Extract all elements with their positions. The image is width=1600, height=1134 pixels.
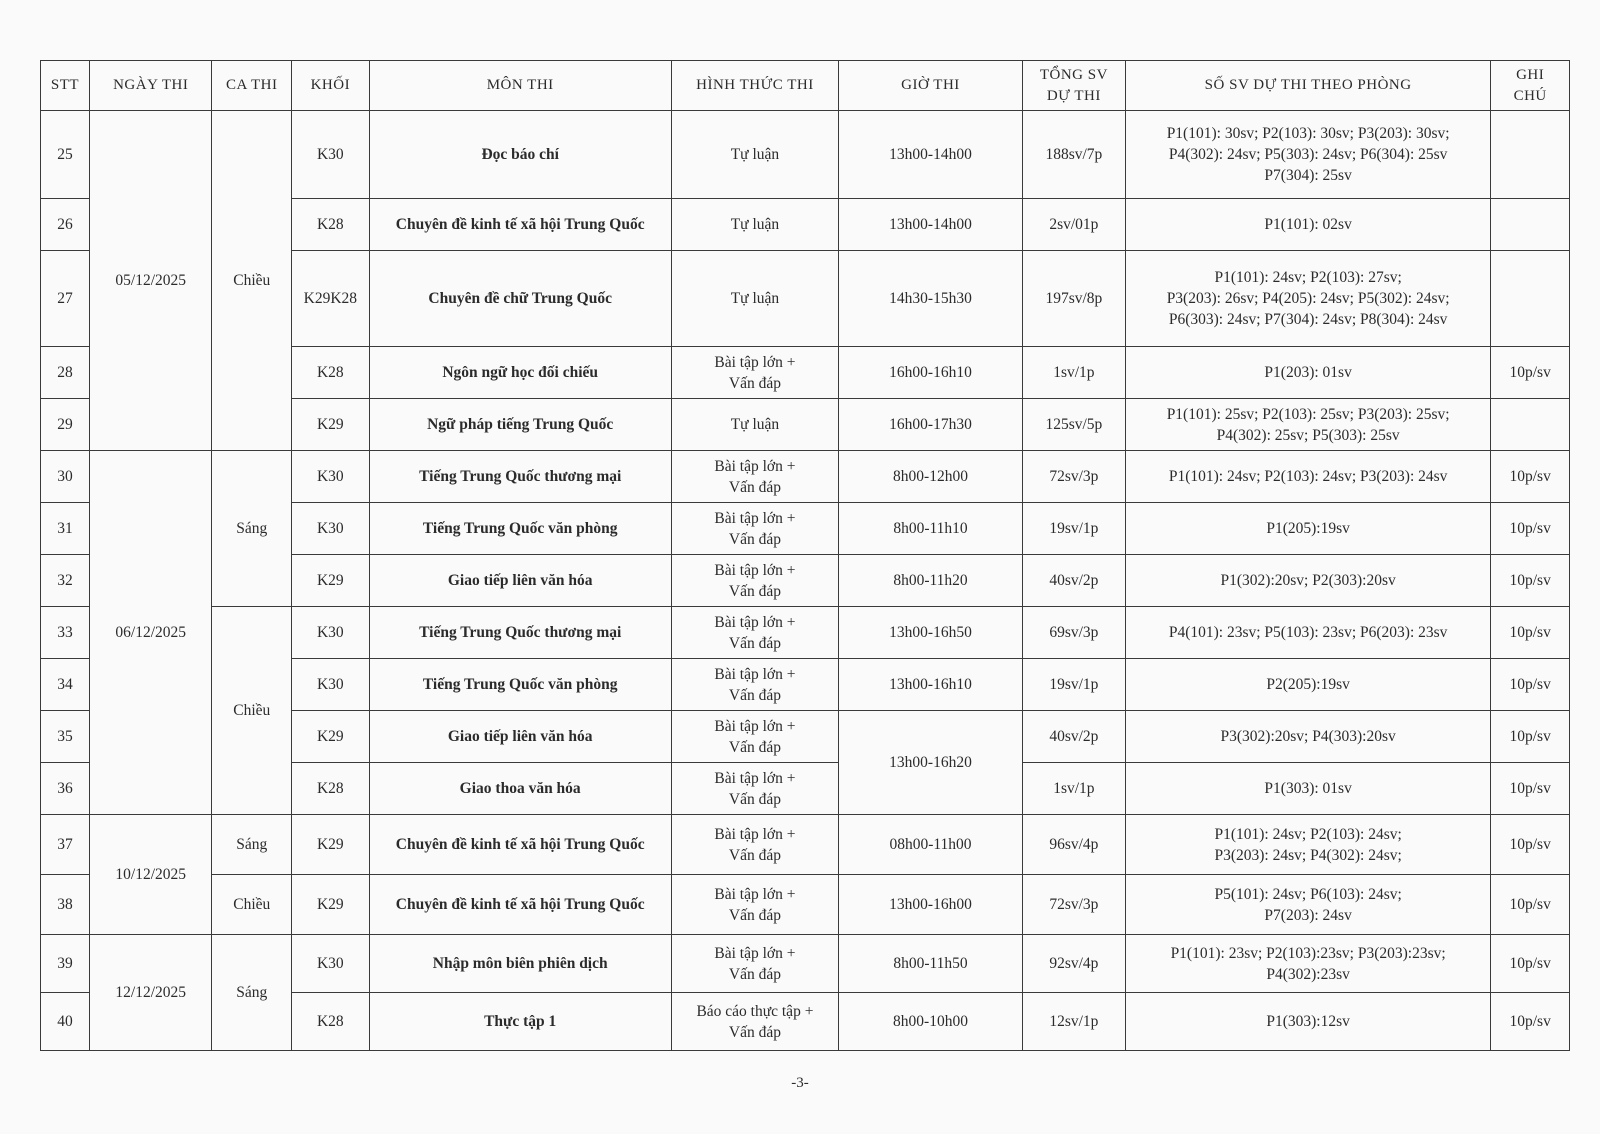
room-allocation-line: P1(101): 25sv; P2(103): 25sv; P3(203): 25sv; [1166,405,1450,423]
cell-total-students: 96sv/4p [1022,815,1125,875]
cell-exam-format [671,659,838,711]
cell-note [1491,251,1570,347]
cell-khoi: K30 [292,607,370,659]
cell-exam-time: 8h00-11h10 [839,503,1023,555]
cell-note: 10p/sv [1491,555,1570,607]
room-allocation-line: P1(203): 01sv [1264,364,1352,381]
exam-format-line: Vấn đáp [728,790,781,808]
cell-exam-shift: Chiều [212,875,292,935]
cell-students-by-room [1125,763,1490,815]
cell-note: 10p/sv [1491,659,1570,711]
cell-note: 10p/sv [1491,347,1570,399]
header-ghi-chu: GHI CHÚ [1491,61,1570,111]
exam-format-line: Bài tập lớn + [714,665,796,683]
cell-students-by-room [1125,815,1490,875]
room-allocation-line: P1(101): 30sv; P2(103): 30sv; P3(203): 30sv; [1166,125,1450,142]
cell-total-students: 2sv/01p [1022,199,1125,251]
cell-exam-date: 05/12/2025 [89,111,211,451]
cell-exam-time: 13h00-16h10 [839,659,1023,711]
cell-exam-shift: Chiều [212,111,292,451]
cell-subject: Ngữ pháp tiếng Trung Quốc [369,399,671,451]
cell-students-by-room [1125,935,1490,993]
cell-note: 10p/sv [1491,993,1570,1051]
cell-khoi: K30 [292,503,370,555]
cell-subject: Chuyên đề kinh tế xã hội Trung Quốc [369,199,671,251]
cell-note: 10p/sv [1491,451,1570,503]
cell-exam-format [671,815,838,875]
cell-stt: 31 [41,503,90,555]
exam-format-line: Vấn đáp [728,634,781,652]
cell-students-by-room [1125,399,1490,451]
exam-format-line: Báo cáo thực tập + [696,1002,814,1020]
table-row [41,451,1570,503]
cell-exam-shift: Sáng [212,451,292,607]
cell-total-students: 19sv/1p [1022,503,1125,555]
cell-exam-time: 13h00-14h00 [839,111,1023,199]
cell-total-students: 72sv/3p [1022,875,1125,935]
cell-exam-format [671,199,838,251]
room-allocation-line: P4(302):23sv [1266,965,1350,983]
cell-exam-time: 13h00-16h50 [839,607,1023,659]
header-mon-thi: MÔN THI [369,61,671,111]
cell-total-students: 125sv/5p [1022,399,1125,451]
cell-note [1491,199,1570,251]
exam-format-line: Bài tập lớn + [714,509,796,527]
cell-exam-time: 13h00-16h00 [839,875,1023,935]
header-hinh-thuc-thi: HÌNH THỨC THI [671,61,838,111]
cell-stt: 38 [41,875,90,935]
exam-format-line: Bài tập lớn + [714,457,796,475]
cell-stt: 27 [41,251,90,347]
cell-exam-format [671,993,838,1051]
cell-exam-shift: Chiều [212,607,292,815]
header-ca-thi: CA THI [212,61,292,111]
exam-format-line: Vấn đáp [728,738,781,756]
cell-exam-format [671,555,838,607]
cell-khoi: K29 [292,875,370,935]
cell-stt: 37 [41,815,90,875]
cell-total-students: 1sv/1p [1022,763,1125,815]
cell-stt: 35 [41,711,90,763]
cell-exam-format [671,251,838,347]
cell-note [1491,111,1570,199]
room-allocation-line: P6(303): 24sv; P7(304): 24sv; P8(304): 24sv [1168,311,1448,328]
cell-students-by-room [1125,875,1490,935]
exam-format-line: Bài tập lớn + [714,825,796,843]
exam-format-line: Bài tập lớn + [714,885,796,903]
cell-exam-time: 08h00-11h00 [839,815,1023,875]
cell-students-by-room [1125,251,1490,347]
cell-subject: Tiếng Trung Quốc văn phòng [369,503,671,555]
room-allocation-line: P3(302):20sv; P4(303):20sv [1220,728,1396,745]
cell-khoi: K28 [292,347,370,399]
exam-format-line: Vấn đáp [728,1023,781,1041]
table-row [41,607,1570,659]
cell-exam-format [671,111,838,199]
cell-khoi: K29K28 [292,251,370,347]
header-row [41,61,1570,111]
cell-exam-format [671,503,838,555]
cell-exam-time: 8h00-11h50 [839,935,1023,993]
cell-khoi: K28 [292,199,370,251]
cell-subject: Tiếng Trung Quốc thương mại [369,607,671,659]
cell-subject: Ngôn ngữ học đối chiếu [369,347,671,399]
room-allocation-line: P1(302):20sv; P2(303):20sv [1220,572,1396,589]
cell-students-by-room [1125,199,1490,251]
cell-khoi: K30 [292,451,370,503]
cell-total-students: 1sv/1p [1022,347,1125,399]
cell-subject: Tiếng Trung Quốc thương mại [369,451,671,503]
cell-exam-format [671,451,838,503]
header-khoi: KHỐI [292,61,370,111]
table-row [41,935,1570,993]
room-allocation-line: P4(101): 23sv; P5(103): 23sv; P6(203): 23sv [1168,624,1448,641]
exam-format-line: Vấn đáp [728,686,781,704]
room-allocation-line: P1(101): 24sv; P2(103): 27sv; [1214,269,1402,286]
cell-stt: 33 [41,607,90,659]
cell-stt: 40 [41,993,90,1051]
exam-format-line: Vấn đáp [728,530,781,548]
cell-khoi: K28 [292,993,370,1051]
cell-khoi: K30 [292,935,370,993]
cell-students-by-room [1125,555,1490,607]
schedule-body [41,111,1570,1051]
cell-subject: Giao thoa văn hóa [369,763,671,815]
cell-students-by-room [1125,711,1490,763]
cell-students-by-room [1125,503,1490,555]
room-allocation-line: P7(304): 25sv [1264,167,1352,184]
room-allocation-line: P4(302): 25sv; P5(303): 25sv [1216,426,1400,444]
room-allocation-line: P1(101): 24sv; P2(103): 24sv; [1214,825,1402,843]
cell-exam-time: 8h00-11h20 [839,555,1023,607]
cell-khoi: K29 [292,555,370,607]
cell-stt: 34 [41,659,90,711]
cell-note: 10p/sv [1491,935,1570,993]
exam-format-line: Vấn đáp [728,582,781,600]
room-allocation-line: P3(203): 26sv; P4(205): 24sv; P5(302): 24sv; [1166,290,1450,307]
room-allocation-line: P1(101): 23sv; P2(103):23sv; P3(203):23sv; [1170,944,1446,962]
cell-subject: Chuyên đề kinh tế xã hội Trung Quốc [369,815,671,875]
cell-students-by-room [1125,451,1490,503]
cell-stt: 36 [41,763,90,815]
table-row [41,815,1570,875]
exam-format-line: Bài tập lớn + [714,613,796,631]
header-ngay-thi: NGÀY THI [89,61,211,111]
cell-khoi: K29 [292,815,370,875]
cell-stt: 32 [41,555,90,607]
room-allocation-line: P1(303):12sv [1266,1013,1350,1030]
cell-stt: 30 [41,451,90,503]
cell-subject: Giao tiếp liên văn hóa [369,711,671,763]
header-gio-thi: GIỜ THI [839,61,1023,111]
cell-exam-date: 10/12/2025 [89,815,211,935]
cell-note: 10p/sv [1491,711,1570,763]
cell-exam-time: 8h00-10h00 [839,993,1023,1051]
exam-schedule-table [40,60,1570,1051]
cell-subject: Đọc báo chí [369,111,671,199]
room-allocation-line: P1(205):19sv [1266,520,1350,537]
cell-total-students: 12sv/1p [1022,993,1125,1051]
exam-format-line: Vấn đáp [728,906,781,924]
exam-format-line: Vấn đáp [728,965,781,983]
header-tong-sv: TỔNG SV DỰ THI [1022,61,1125,111]
exam-format-line: Tự luận [730,416,780,433]
room-allocation-line: P3(203): 24sv; P4(302): 24sv; [1214,846,1402,864]
room-allocation-line: P4(302): 24sv; P5(303): 24sv; P6(304): 25sv [1168,146,1448,163]
exam-format-line: Bài tập lớn + [714,944,796,962]
cell-total-students: 19sv/1p [1022,659,1125,711]
cell-total-students: 92sv/4p [1022,935,1125,993]
room-allocation-line: P7(203): 24sv [1264,906,1352,924]
cell-khoi: K28 [292,763,370,815]
cell-exam-format [671,711,838,763]
cell-note [1491,399,1570,451]
exam-format-line: Bài tập lớn + [714,561,796,579]
cell-exam-time: 16h00-17h30 [839,399,1023,451]
cell-note: 10p/sv [1491,815,1570,875]
cell-total-students: 40sv/2p [1022,711,1125,763]
cell-subject: Chuyên đề chữ Trung Quốc [369,251,671,347]
cell-note: 10p/sv [1491,875,1570,935]
exam-format-line: Bài tập lớn + [714,717,796,735]
exam-format-line: Vấn đáp [728,478,781,496]
cell-total-students: 40sv/2p [1022,555,1125,607]
exam-format-line: Tự luận [730,216,780,233]
exam-format-line: Tự luận [730,146,780,163]
cell-exam-date: 12/12/2025 [89,935,211,1051]
exam-format-line: Tự luận [730,290,780,307]
exam-format-line: Bài tập lớn + [714,353,796,371]
cell-stt: 39 [41,935,90,993]
cell-students-by-room [1125,659,1490,711]
cell-subject: Tiếng Trung Quốc văn phòng [369,659,671,711]
cell-note: 10p/sv [1491,607,1570,659]
room-allocation-line: P5(101): 24sv; P6(103): 24sv; [1214,885,1402,903]
cell-subject: Thực tập 1 [369,993,671,1051]
cell-students-by-room [1125,607,1490,659]
cell-exam-format [671,875,838,935]
cell-note: 10p/sv [1491,763,1570,815]
cell-exam-shift: Sáng [212,935,292,1051]
cell-exam-time: 8h00-12h00 [839,451,1023,503]
cell-students-by-room [1125,993,1490,1051]
cell-khoi: K29 [292,399,370,451]
header-stt: STT [41,61,90,111]
cell-khoi: K29 [292,711,370,763]
cell-total-students: 197sv/8p [1022,251,1125,347]
cell-exam-format [671,607,838,659]
cell-exam-date: 06/12/2025 [89,451,211,815]
page-number: -3- [791,1075,809,1091]
cell-exam-shift: Sáng [212,815,292,875]
cell-total-students: 69sv/3p [1022,607,1125,659]
cell-subject: Chuyên đề kinh tế xã hội Trung Quốc [369,875,671,935]
table-row [41,875,1570,935]
cell-exam-time: 13h00-14h00 [839,199,1023,251]
room-allocation-line: P2(205):19sv [1266,676,1350,693]
cell-stt: 28 [41,347,90,399]
cell-khoi: K30 [292,659,370,711]
cell-exam-format [671,935,838,993]
header-so-sv-theo-phong: SỐ SV DỰ THI THEO PHÒNG [1125,61,1490,111]
cell-total-students: 188sv/7p [1022,111,1125,199]
cell-subject: Giao tiếp liên văn hóa [369,555,671,607]
cell-stt: 26 [41,199,90,251]
exam-schedule-sheet [40,60,1570,1051]
cell-exam-format [671,763,838,815]
cell-exam-time: 14h30-15h30 [839,251,1023,347]
exam-format-line: Vấn đáp [728,846,781,864]
cell-subject: Nhập môn biên phiên dịch [369,935,671,993]
cell-khoi: K30 [292,111,370,199]
table-row [41,111,1570,199]
room-allocation-line: P1(101): 24sv; P2(103): 24sv; P3(203): 24sv [1168,468,1448,485]
exam-format-line: Vấn đáp [728,374,781,392]
cell-students-by-room [1125,111,1490,199]
cell-exam-time: 13h00-16h20 [839,711,1023,815]
room-allocation-line: P1(101): 02sv [1264,216,1352,233]
cell-note: 10p/sv [1491,503,1570,555]
cell-exam-format [671,399,838,451]
cell-stt: 29 [41,399,90,451]
cell-students-by-room [1125,347,1490,399]
cell-total-students: 72sv/3p [1022,451,1125,503]
room-allocation-line: P1(303): 01sv [1264,780,1352,797]
cell-exam-time: 16h00-16h10 [839,347,1023,399]
exam-format-line: Bài tập lớn + [714,769,796,787]
cell-stt: 25 [41,111,90,199]
cell-exam-format [671,347,838,399]
